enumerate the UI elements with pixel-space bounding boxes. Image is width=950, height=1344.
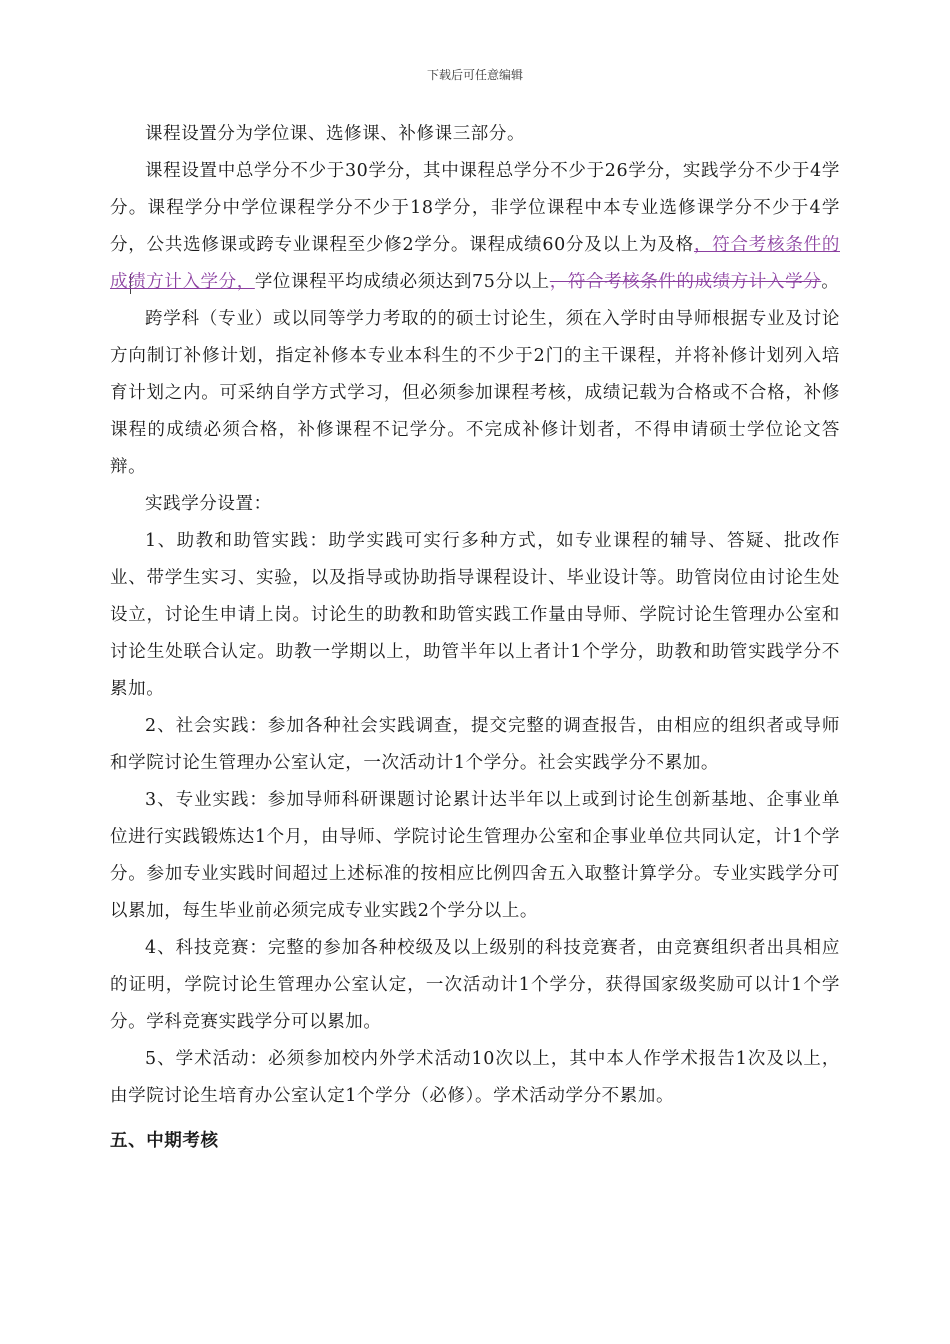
credit-text-middle: 学位课程平均成绩必须达到75分以上	[254, 272, 550, 292]
paragraph-practice-credits-heading: 实践学分设置：	[145, 494, 272, 514]
header-note: 下载后可任意编辑	[426, 68, 523, 82]
tracked-insertion: ，符合考核条件的成绩方计入学分，	[110, 235, 840, 292]
paragraph-social-practice: 2、社会实践：参加各种社会实践调查，提交完整的调查报告，由相应的组织者或导师和学院讨论生管理办公室认定，一次活动计1个学分。社会实践学分不累加。	[110, 716, 840, 773]
paragraph-professional-practice: 3、专业实践：参加导师科研课题讨论累计达半年以上或到讨论生创新基地、企事业单位进行实践锻炼达1个月，由导师、学院讨论生管理办公室和企事业单位共同认定，计1个学分。参加专业实践时间超过上述标准的按相应比例四舍五入取整计算学分。专业实践学分可以累加，每生毕业前必须完成专业实践2个学分以上。	[110, 790, 840, 921]
paragraph-credit-requirements	[110, 153, 840, 301]
paragraph-course-structure: 课程设置分为学位课、选修课、补修课三部分。	[145, 124, 526, 144]
credit-text-before: 课程设置中总学分不少于30学分，其中课程总学分不少于26学分，实践学分不少于4学分。课程学分中学位课程学分不少于18学分，非学位课程中本专业选修课学分不少于4学分，公共选修课或跨专业课程至少修2学分。课程成绩60分及以上为及格	[110, 161, 840, 255]
tracked-deletion: ，符合考核条件的成绩方计入学分	[549, 272, 822, 292]
credit-text-end: 。	[821, 272, 840, 292]
section-heading-midterm: 五、中期考核	[110, 1131, 219, 1151]
paragraph-teaching-assistant: 1、助教和助管实践：助学实践可实行多种方式，如专业课程的辅导、答疑、批改作业、带学生实习、实验，以及指导或协助指导课程设计、毕业设计等。助管岗位由讨论生处设立，讨论生申请上岗。讨论生的助教和助管实践工作量由导师、学院讨论生管理办公室和讨论生处联合认定。助教一学期以上，助管半年以上者计1个学分，助教和助管实践学分不累加。	[110, 531, 840, 699]
paragraph-academic-activities: 5、学术活动：必须参加校内外学术活动10次以上，其中本人作学术报告1次及以上，由学院讨论生培育办公室认定1个学分（必修）。学术活动学分不累加。	[110, 1049, 840, 1106]
paragraph-supplementary-courses: 跨学科（专业）或以同等学力考取的的硕士讨论生，须在入学时由导师根据专业及讨论方向制订补修计划，指定补修本专业本科生的不少于2门的主干课程，并将补修计划列入培育计划之内。可采纳自学方式学习，但必须参加课程考核，成绩记载为合格或不合格，补修课程的成绩必须合格，补修课程不记学分。不完成补修计划者，不得申请硕士学位论文答辩。	[110, 309, 840, 477]
paragraph-tech-competition: 4、科技竞赛：完整的参加各种校级及以上级别的科技竞赛者，由竞赛组织者出具相应的证明，学院讨论生管理办公室认定，一次活动计1个学分，获得国家级奖励可以计1个学分。学科竞赛实践学分可以累加。	[110, 938, 840, 1032]
document-body	[110, 116, 840, 1160]
